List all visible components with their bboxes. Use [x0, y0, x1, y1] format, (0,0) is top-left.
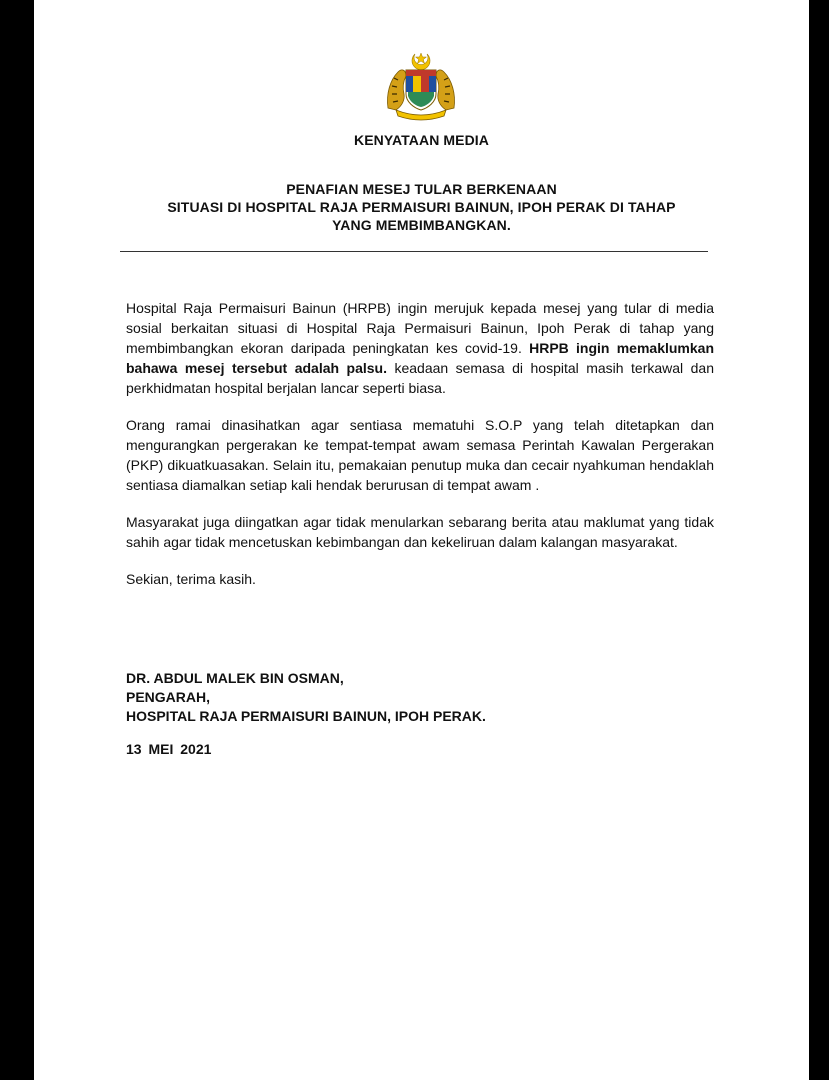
document-title: [34, 180, 809, 234]
statement-date: 13 MEI 2021: [126, 741, 212, 757]
statement-body: [126, 298, 714, 606]
paragraph-2: Orang ramai dinasihatkan agar sentiasa mematuhi S.O.P yang telah ditetapkan dan mengurangkan pergerakan ke tempat-tempat awam semasa Perintah Kawalan Pergerakan (PKP) dikuatkuasakan. Selain itu, pemakaian penutup muka dan cecair nyahkuman hendaklah sentiasa diamalkan setiap kali hendak berurusan di tempat awam .: [126, 417, 714, 493]
media-statement-heading: KENYATAAN MEDIA: [353, 132, 490, 148]
signatory-name: DR. ABDUL MALEK BIN OSMAN,: [126, 670, 344, 686]
malaysia-coat-of-arms-icon: [382, 50, 460, 122]
signature-block: [126, 669, 486, 726]
title-line-3: YANG MEMBIMBANGKAN.: [332, 217, 511, 233]
title-line-1: PENAFIAN MESEJ TULAR BERKENAAN: [286, 181, 557, 197]
signatory-position: PENGARAH,: [126, 689, 211, 705]
signatory-organisation: HOSPITAL RAJA PERMAISURI BAINUN, IPOH PERAK.: [126, 708, 486, 724]
paragraph-1: [126, 298, 714, 398]
paragraph-1-bold-notice: HRPB ingin memaklumkan bahawa mesej tersebut adalah palsu.: [126, 340, 714, 376]
paragraph-3: Masyarakat juga diingatkan agar tidak menularkan sebarang berita atau maklumat yang tidak sahih agar tidak mencetuskan kebimbangan dan kekeliruan dalam kalangan masyarakat.: [126, 514, 714, 550]
document-page: [34, 0, 809, 1080]
paragraph-1-text: Hospital Raja Permaisuri Bainun (HRPB) ingin merujuk kepada mesej yang tular di media sosial berkaitan situasi di Hospital Raja Permaisuri Bainun, Ipoh Perak di tahap yang membimbangkan ekoran daripada peningkatan kes covid-19.: [126, 300, 714, 356]
paragraph-1-tail: keadaan semasa di hospital masih terkawal dan perkhidmatan hospital berjalan lancar seperti biasa.: [126, 360, 715, 396]
title-divider: [120, 251, 708, 252]
closing-line: Sekian, terima kasih.: [126, 571, 256, 587]
title-line-2: SITUASI DI HOSPITAL RAJA PERMAISURI BAINUN, IPOH PERAK DI TAHAP: [167, 199, 676, 215]
